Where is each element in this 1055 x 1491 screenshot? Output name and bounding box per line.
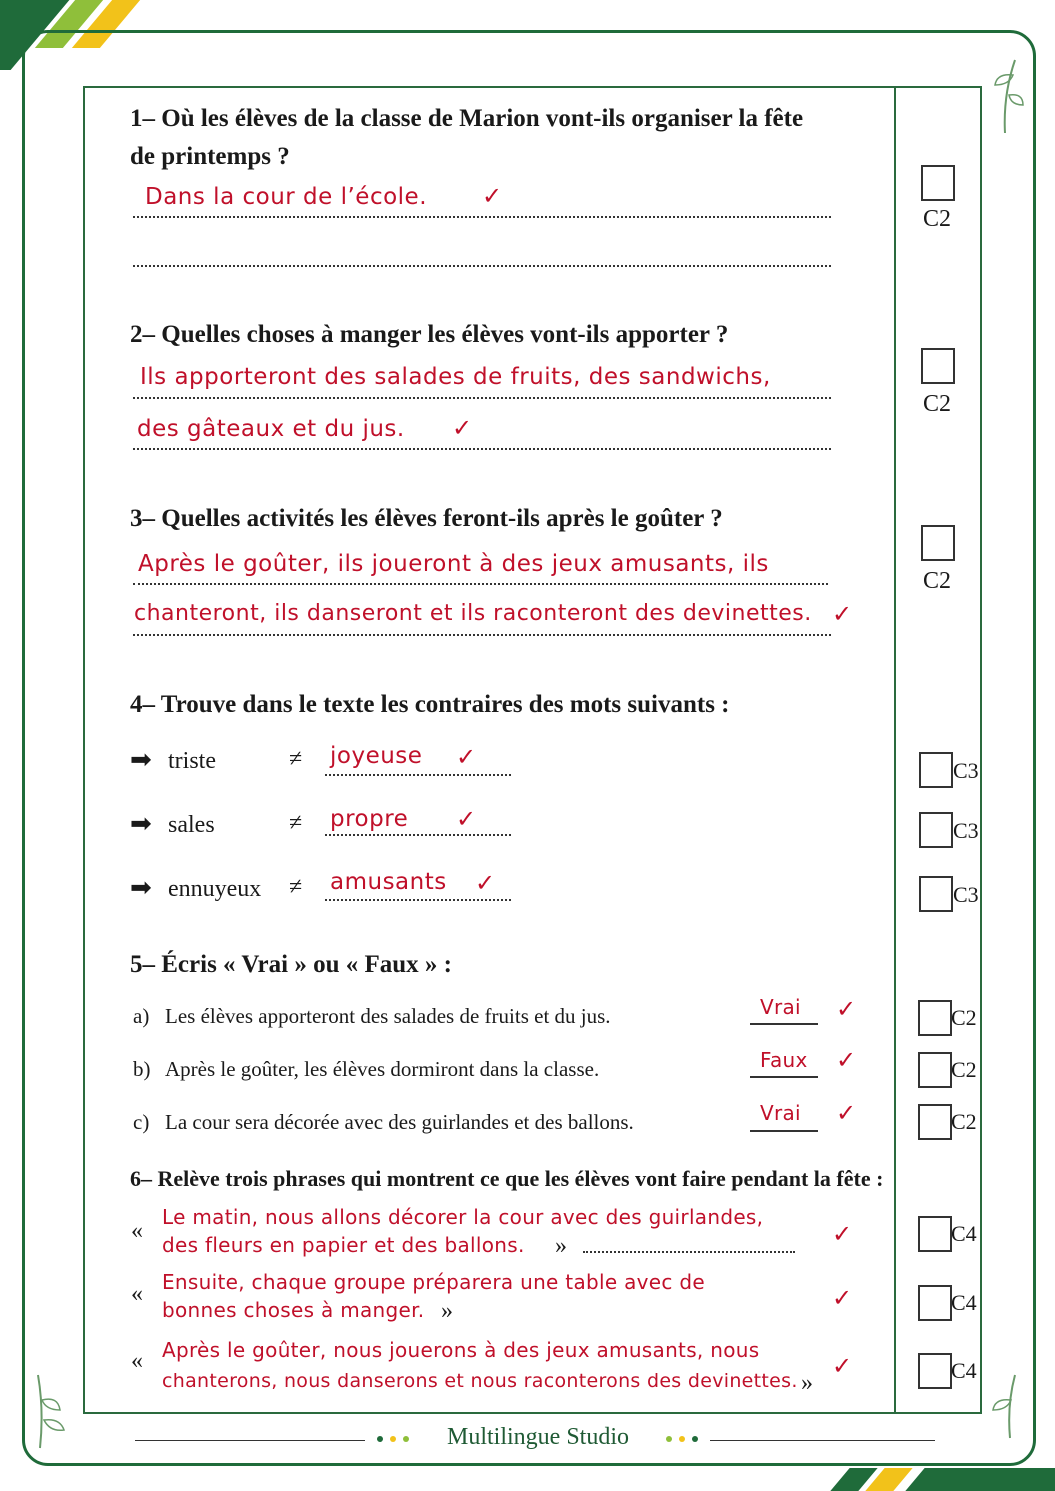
score-checkbox[interactable]: [918, 1000, 952, 1036]
question-5: 5– Écris « Vrai » ou « Faux » :: [130, 951, 452, 978]
check-mark: ✓: [836, 1099, 857, 1127]
check-mark: ✓: [836, 995, 857, 1023]
not-equal-sign: ≠: [289, 874, 303, 900]
answer-line: [325, 834, 511, 836]
answer-3-line2: chanteront, ils danseront et ils raconteront des devinettes.: [134, 601, 812, 626]
check-mark: ✓: [832, 1220, 853, 1248]
statement-a: Les élèves apporteront des salades de fruits et du jus.: [165, 1004, 611, 1028]
footer-dots-left: [377, 1434, 417, 1444]
check-mark: ✓: [452, 414, 473, 442]
leaf-decoration-top-right: [985, 55, 1025, 135]
footer-dots-right: [666, 1434, 706, 1444]
answer-5c: Vrai: [760, 1101, 801, 1125]
word-ennuyeux: ennuyeux: [168, 876, 262, 902]
competency-code: C2: [951, 1057, 977, 1082]
arrow-icon: ➡: [130, 873, 152, 902]
competency-code: C2: [951, 1005, 977, 1030]
competency-code: C4: [951, 1358, 977, 1383]
score-checkbox[interactable]: [918, 1285, 952, 1321]
answer-underline: [750, 1023, 818, 1025]
competency-code: C2: [923, 391, 952, 417]
answer-6c-line1: Après le goûter, nous jouerons à des jeux amusants, nous: [162, 1338, 760, 1362]
answer-6a-line1: Le matin, nous allons décorer la cour avec des guirlandes,: [162, 1205, 764, 1229]
footer-brand: Multilingue Studio: [447, 1424, 630, 1450]
score-checkbox[interactable]: [921, 348, 955, 384]
answer-6b-line2: bonnes choses à manger.: [162, 1298, 425, 1322]
check-mark: ✓: [456, 743, 477, 771]
statement-letter: a): [133, 1004, 150, 1028]
answer-line: [133, 634, 831, 636]
answer-line: [133, 397, 831, 399]
check-mark: ✓: [832, 1352, 853, 1380]
question-3: 3– Quelles activités les élèves feront-ils après le goûter ?: [130, 505, 723, 532]
answer-6c-line2: chanterons, nous danserons et nous raconterons des devinettes.: [162, 1370, 798, 1392]
answer-line: [133, 216, 831, 218]
competency-code: C2: [923, 568, 952, 594]
answer-4b: propre: [330, 806, 409, 832]
answer-6a-line2: des fleurs en papier et des ballons.: [162, 1233, 525, 1257]
competency-code: C3: [953, 818, 979, 843]
score-checkbox[interactable]: [918, 1104, 952, 1140]
score-checkbox[interactable]: [919, 752, 953, 788]
competency-code: C3: [953, 758, 979, 783]
answer-line: [133, 265, 831, 267]
question-1-line2: de printemps ?: [130, 143, 290, 170]
score-checkbox[interactable]: [919, 876, 953, 912]
answer-line: [133, 448, 831, 450]
check-mark: ✓: [836, 1046, 857, 1074]
not-equal-sign: ≠: [289, 746, 303, 772]
leaf-decoration-bottom-right: [985, 1370, 1025, 1440]
competency-code: C4: [951, 1290, 977, 1315]
answer-underline: [750, 1130, 818, 1132]
answer-1: Dans la cour de l’école.: [145, 184, 428, 210]
statement-letter: c): [133, 1110, 150, 1134]
answer-2-line2: des gâteaux et du jus.: [137, 416, 405, 442]
score-checkbox[interactable]: [918, 1052, 952, 1088]
score-checkbox[interactable]: [921, 525, 955, 561]
answer-4c: amusants: [330, 869, 447, 895]
close-quote: »: [801, 1370, 813, 1396]
not-equal-sign: ≠: [289, 810, 303, 836]
answer-3-line1: Après le goûter, ils joueront à des jeux amusants, ils: [138, 551, 769, 577]
statement-b: Après le goûter, les élèves dormiront dans la classe.: [165, 1057, 600, 1081]
check-mark: ✓: [475, 869, 496, 897]
score-checkbox[interactable]: [921, 165, 955, 201]
answer-underline: [750, 1076, 818, 1078]
answer-line: [133, 583, 828, 585]
answer-line: [583, 1251, 795, 1253]
score-checkbox[interactable]: [918, 1216, 952, 1252]
score-column-divider: [894, 86, 896, 1412]
answer-5b: Faux: [760, 1048, 808, 1072]
corner-decoration-bottom-right: [820, 1468, 1055, 1491]
competency-code: C2: [951, 1109, 977, 1134]
question-2: 2– Quelles choses à manger les élèves vont-ils apporter ?: [130, 321, 729, 348]
arrow-icon: ➡: [130, 809, 152, 838]
question-1-line1: 1– Où les élèves de la classe de Marion vont-ils organiser la fête: [130, 105, 804, 132]
footer-rule-right: [710, 1440, 935, 1441]
word-sales: sales: [168, 812, 215, 838]
check-mark: ✓: [456, 805, 477, 833]
footer-rule-left: [135, 1440, 365, 1441]
competency-code: C2: [923, 206, 952, 232]
close-quote: »: [441, 1298, 453, 1324]
answer-line: [325, 899, 511, 901]
competency-code: C4: [951, 1221, 977, 1246]
answer-5a: Vrai: [760, 995, 801, 1019]
close-quote: »: [555, 1233, 567, 1259]
answer-6b-line1: Ensuite, chaque groupe préparera une table avec de: [162, 1270, 705, 1294]
answer-line: [325, 774, 511, 776]
competency-code: C3: [953, 882, 979, 907]
answer-4a: joyeuse: [330, 743, 423, 769]
statement-letter: b): [133, 1057, 151, 1081]
question-6: 6– Relève trois phrases qui montrent ce que les élèves vont faire pendant la fête :: [130, 1166, 884, 1191]
check-mark: ✓: [482, 182, 503, 210]
score-checkbox[interactable]: [918, 1353, 952, 1389]
open-quote: «: [131, 1218, 143, 1244]
word-triste: triste: [168, 748, 216, 774]
open-quote: «: [131, 1281, 143, 1307]
score-checkbox[interactable]: [919, 812, 953, 848]
check-mark: ✓: [832, 1284, 853, 1312]
open-quote: «: [131, 1348, 143, 1374]
statement-c: La cour sera décorée avec des guirlandes et des ballons.: [165, 1110, 634, 1134]
question-4: 4– Trouve dans le texte les contraires des mots suivants :: [130, 691, 730, 718]
arrow-icon: ➡: [130, 745, 152, 774]
check-mark: ✓: [832, 600, 853, 628]
leaf-decoration-bottom-left: [30, 1370, 80, 1450]
answer-2-line1: Ils apporteront des salades de fruits, des sandwichs,: [140, 364, 771, 390]
